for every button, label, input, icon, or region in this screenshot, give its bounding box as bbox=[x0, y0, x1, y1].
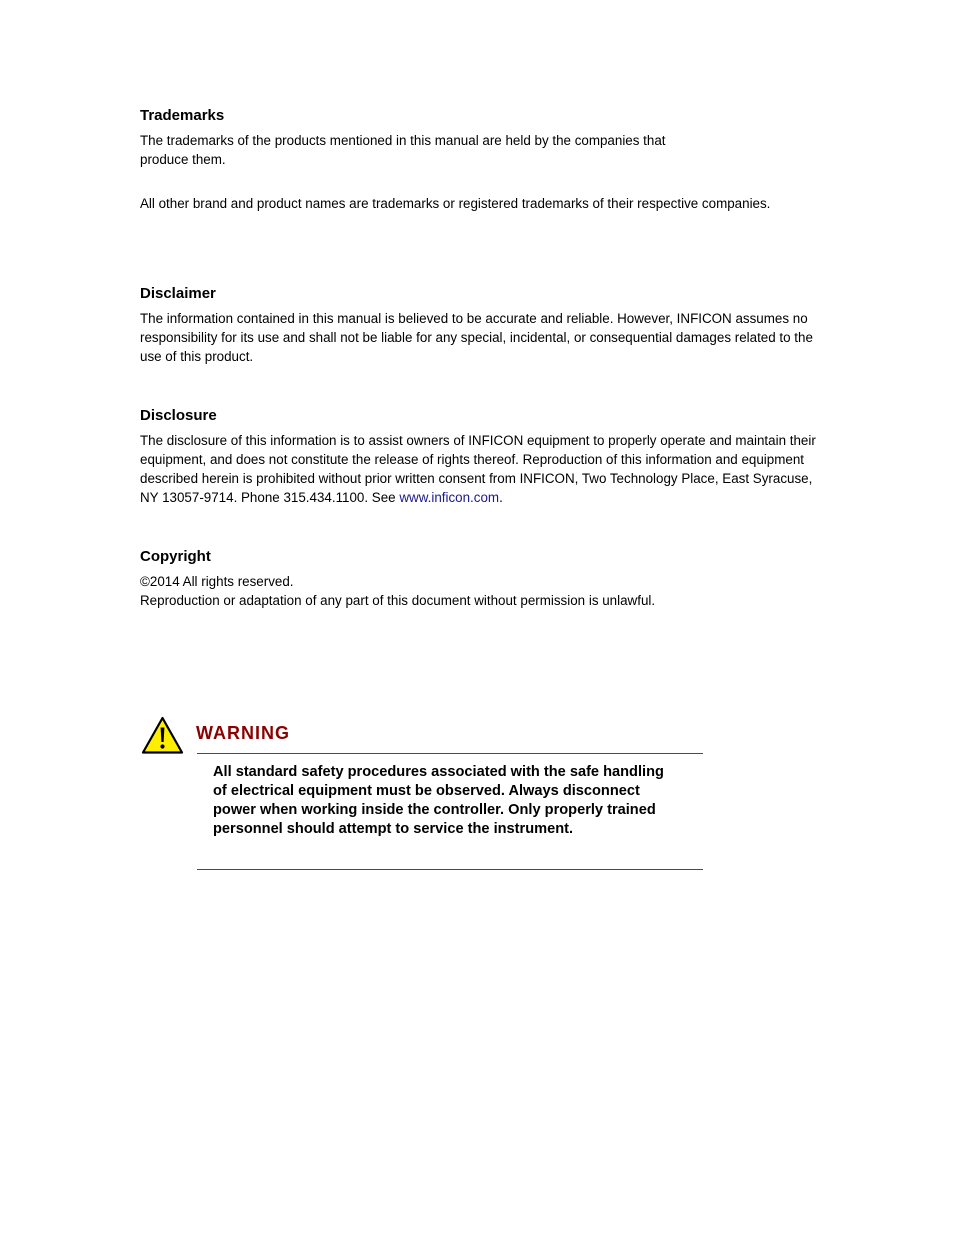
disclaimer-section bbox=[140, 285, 820, 366]
disclosure-text: The disclosure of this information is to assist owners of INFICON equipment to properly operate and maintain their equipment, and does not constitute the release of rights thereof. Reproduction of this information and equipment described herein is prohibited without prior written consent from INFICON, Two Technology Place, East Syracuse, NY 13057-9714. Phone 315.434.1100. See bbox=[140, 433, 816, 505]
disclosure-text-end: . bbox=[499, 490, 503, 505]
inficon-website-link[interactable]: www.inficon.com bbox=[399, 490, 500, 505]
disclaimer-heading: Disclaimer bbox=[140, 285, 216, 302]
copyright-heading: Copyright bbox=[140, 548, 211, 565]
warning-triangle-icon bbox=[141, 716, 184, 755]
disclosure-heading: Disclosure bbox=[140, 407, 217, 424]
warning-bottom-rule bbox=[197, 869, 703, 870]
copyright-line-1: ©2014 All rights reserved. bbox=[140, 574, 294, 589]
trademarks-heading: Trademarks bbox=[140, 107, 225, 124]
copyright-line-2: Reproduction or adaptation of any part of this document without permission is unlawful. bbox=[140, 593, 656, 608]
disclosure-section bbox=[140, 407, 820, 507]
trademarks-section bbox=[140, 107, 820, 213]
warning-message: All standard safety procedures associated with the safe handling of electrical equipment must be observed. Always disconnect power when working inside the controller. Only properly trained personnel should attempt to service the instrument. bbox=[213, 764, 664, 837]
disclaimer-paragraph: The information contained in this manual is believed to be accurate and reliable. However, INFICON assumes no responsibility for its use and shall not be liable for any special, incidental, or consequential damages related to the use of this product. bbox=[140, 311, 813, 364]
trademarks-paragraph-1: The trademarks of the products mentioned in this manual are held by the companies that produce them. bbox=[140, 133, 666, 167]
copyright-section bbox=[140, 548, 820, 610]
trademarks-paragraph-2: All other brand and product names are trademarks or registered trademarks of their respective companies. bbox=[140, 196, 771, 211]
disclosure-paragraph bbox=[140, 431, 820, 507]
warning-title: WARNING bbox=[196, 723, 290, 743]
warning-top-rule bbox=[197, 753, 703, 754]
